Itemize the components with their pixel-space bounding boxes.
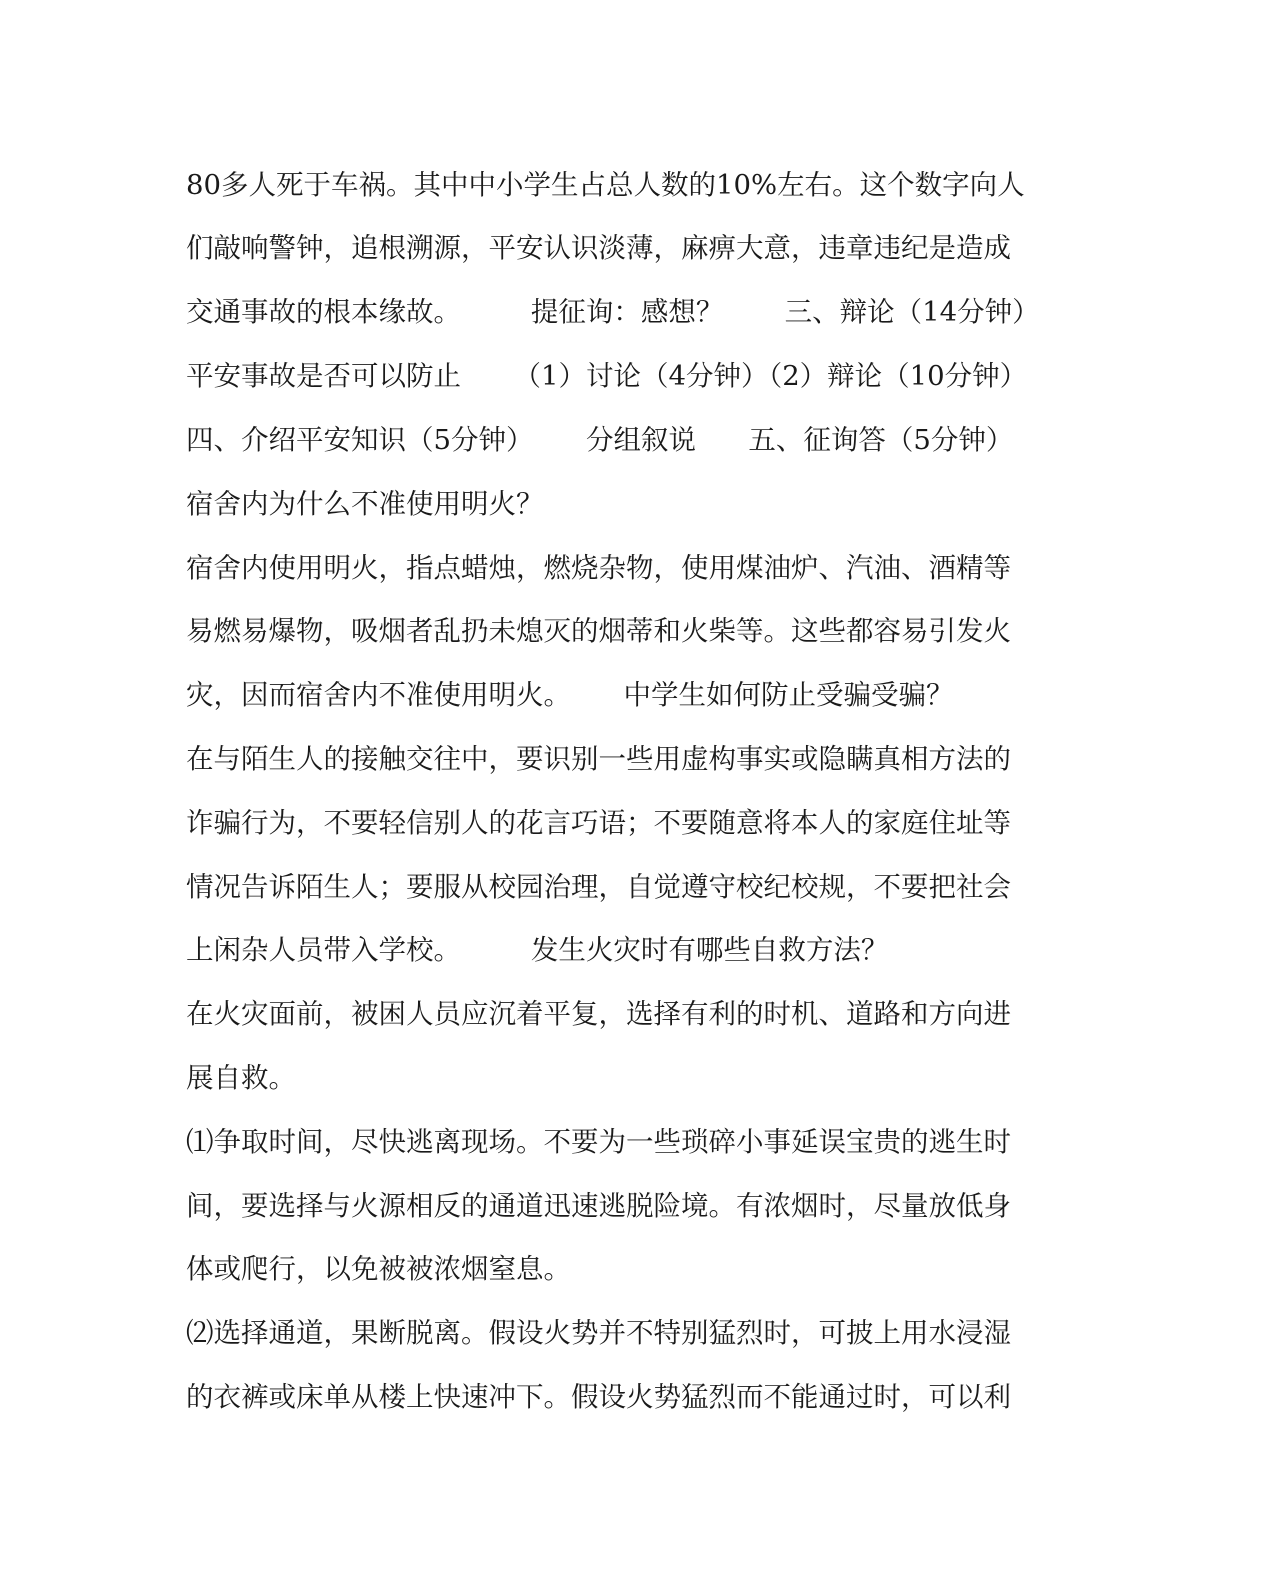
text-line: 在火灾面前，被困人员应沉着平复，选择有利的时机、道路和方向进 [186,998,1011,1030]
text-line: 灾，因而宿舍内不准使用明火。 中学生如何防止受骗受骗？ [186,679,954,711]
text-line: 的衣裤或床单从楼上快速冲下。假设火势猛烈而不能通过时，可以利 [186,1381,1011,1413]
text-line: 情况告诉陌生人；要服从校园治理，自觉遵守校纪校规，不要把社会 [186,871,1011,903]
text-line: 上闲杂人员带入学校。 发生火灾时有哪些自救方法？ [186,934,889,966]
list-item-2: ⑵选择通道，果断脱离。假设火势并不特别猛烈时，可披上用水浸湿 [186,1317,1011,1349]
list-item-1: ⑴争取时间，尽快逃离现场。不要为一些琐碎小事延误宝贵的逃生时 [186,1126,1011,1158]
text-line: 诈骗行为，不要轻信别人的花言巧语；不要随意将本人的家庭住址等 [186,807,1011,839]
text-line: 四、介绍平安知识（5分钟） 分组叙说 五、征询答（5分钟） [186,424,1014,456]
question-heading: 宿舍内为什么不准使用明火？ [186,488,544,520]
text-line: 宿舍内使用明火，指点蜡烛，燃烧杂物，使用煤油炉、汽油、酒精等 [186,552,1011,584]
text-line: 在与陌生人的接触交往中，要识别一些用虚构事实或隐瞒真相方法的 [186,743,1011,775]
text-line: 们敲响警钟，追根溯源，平安认识淡薄，麻痹大意，违章违纪是造成 [186,232,1011,264]
text-line: 交通事故的根本缘故。 提征询：感想？ 三、辩论（14分钟） [186,296,1040,328]
text-line: 展自救。 [186,1062,296,1094]
text-line: 平安事故是否可以防止 （1）讨论（4分钟）（2）辩论（10分钟） [186,360,1028,392]
text-line: 易燃易爆物，吸烟者乱扔未熄灭的烟蒂和火柴等。这些都容易引发火 [186,615,1011,647]
text-line: 80多人死于车祸。其中中小学生占总人数的10%左右。这个数字向人 [186,169,1025,201]
text-line: 间，要选择与火源相反的通道迅速逃脱险境。有浓烟时，尽量放低身 [186,1190,1011,1222]
text-line: 体或爬行，以免被被浓烟窒息。 [186,1253,571,1285]
